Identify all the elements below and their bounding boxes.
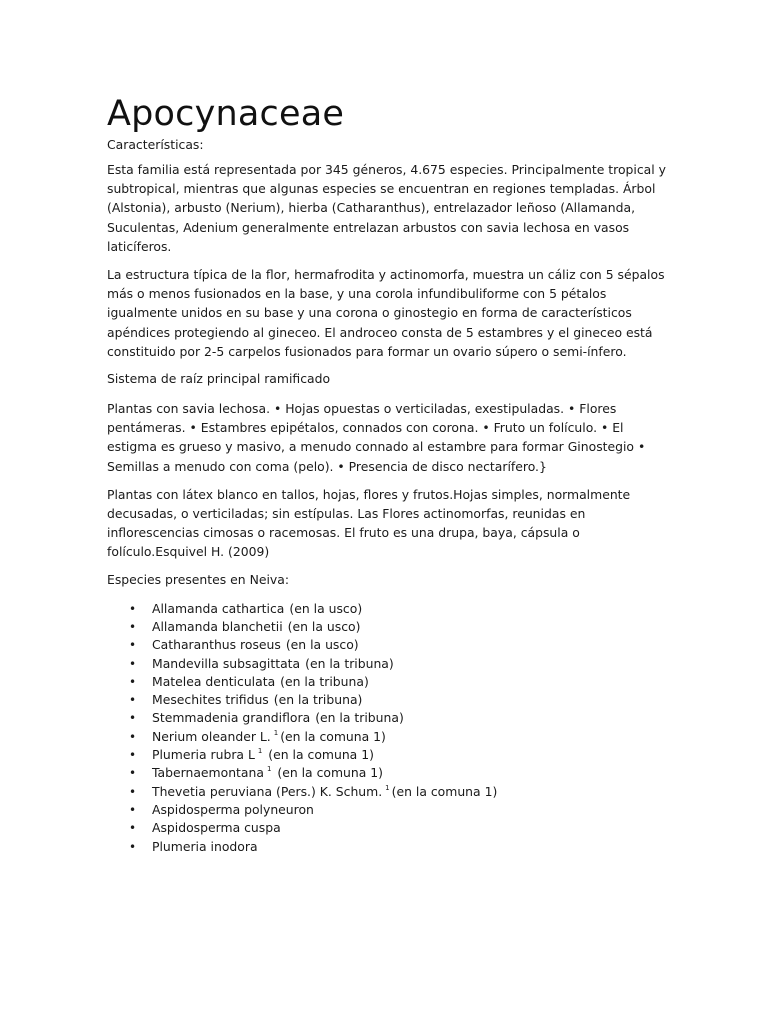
list-item (107, 838, 667, 856)
species-name: Catharanthus roseus (152, 637, 281, 653)
species-name: Plumeria rubra L (152, 747, 255, 763)
species-location: (en la comuna 1) (280, 728, 386, 744)
species-location: (en la usco) (287, 618, 361, 634)
bullet-icon: • (129, 693, 137, 708)
species-name: Thevetia peruviana (Pers.) K. Schum. (152, 783, 383, 799)
section-heading: Características: (107, 137, 204, 152)
list-item (107, 618, 667, 636)
species-location: (en la tribuna) (305, 655, 394, 671)
list-item (107, 709, 667, 727)
species-location: (en la tribuna) (315, 710, 404, 726)
list-item (107, 819, 667, 837)
species-location: (en la comuna 1) (273, 765, 384, 781)
species-name: Aspidosperma polyneuron (152, 801, 314, 817)
list-item (107, 728, 667, 746)
list-item (107, 600, 667, 618)
bullet-icon: • (129, 784, 137, 799)
list-item (107, 655, 667, 673)
footnote-marker: 1 (257, 747, 263, 756)
paragraph-species-heading: Especies presentes en Neiva: (107, 571, 290, 587)
bullet-icon: • (129, 656, 137, 671)
bullet-icon: • (129, 729, 137, 744)
bullet-icon: • (129, 748, 137, 763)
paragraph-latex-description: Plantas con látex blanco en tallos, hojas, flores y frutos.Hojas simples, normalmente decusadas, o verticiladas; sin estípulas. Las Flores actinomorfas, reunidas en inflorescencias cimosas o racemosas. El fruto es una drupa, baya, cápsula o folículo.Esquivel H. (2009) (107, 486, 631, 560)
list-item (107, 746, 667, 764)
species-name: Allamanda cathartica (152, 600, 285, 616)
footnote-marker: 1 (266, 765, 272, 774)
bullet-icon: • (129, 802, 137, 817)
species-name: Stemmadenia grandiflora (152, 710, 311, 726)
list-item (107, 801, 667, 819)
species-name: Mesechites trifidus (152, 692, 269, 708)
bullet-icon: • (129, 638, 137, 653)
species-location: (en la usco) (289, 600, 363, 616)
bullet-icon: • (129, 766, 137, 781)
species-list (107, 600, 667, 856)
list-item (107, 673, 667, 691)
list-item (107, 691, 667, 709)
species-name: Allamanda blanchetii (152, 618, 283, 634)
bullet-icon: • (129, 674, 137, 689)
species-name: Matelea denticulata (152, 673, 276, 689)
species-name: Mandevilla subsagittata (152, 655, 301, 671)
bullet-icon: • (129, 839, 137, 854)
species-name: Tabernaemontana (152, 765, 264, 781)
species-location: (en la comuna 1) (391, 783, 498, 799)
species-name: Nerium oleander L. (152, 728, 271, 744)
paragraph-root-system: Sistema de raíz principal ramificado (107, 371, 331, 387)
species-location: (en la usco) (285, 637, 359, 653)
species-location: (en la tribuna) (280, 673, 369, 689)
species-name: Aspidosperma cuspa (152, 820, 281, 836)
bullet-icon: • (129, 619, 137, 634)
list-item (107, 783, 667, 801)
paragraph-plant-traits: Plantas con savia lechosa. • Hojas opuestas o verticiladas, exestipuladas. • Flores pentámeras. • Estambres epipétalos, connados con corona. • Fruto un folículo. • El estigma es grueso y masivo, a menudo connado al estambre para formar Ginostegio • Semillas a menudo con coma (pelo). • Presencia de disco nectarífero.} (107, 401, 646, 474)
footnote-marker: 1 (385, 783, 390, 792)
species-location: (en la tribuna) (273, 692, 363, 708)
document-title: Apocynaceae (107, 94, 345, 134)
list-item (107, 764, 667, 782)
paragraph-flower-structure: La estructura típica de la flor, hermafrodita y actinomorfa, muestra un cáliz con 5 sépalos más o menos fusionados en la base, y una corola infundibuliforme con 5 pétalos igualmente unidos en su base y una corona o ginostegio en forma de característicos apéndices protegiendo al gineceo. El androceo consta de 5 estambres y el gineceo está constituido por 2-5 carpelos fusionados para formar un ovario súpero o semi-ínfero. (107, 267, 665, 359)
document-body (107, 92, 667, 856)
bullet-icon: • (129, 821, 137, 836)
species-name: Plumeria inodora (152, 838, 258, 854)
footnote-marker: 1 (273, 728, 279, 737)
bullet-icon: • (129, 601, 137, 616)
bullet-icon: • (129, 711, 137, 726)
species-location: (en la comuna 1) (264, 747, 374, 763)
paragraph-family-description: Esta familia está representada por 345 géneros, 4.675 especies. Principalmente tropical y subtropical, mientras que algunas especies se encuentran en regiones templadas. Árbol (Alstonia), arbusto (Nerium), hierba (Catharanthus), entrelazador leñoso (Allamanda, Suculentas, Adenium generalmente entrelazan arbustos con savia lechosa en vasos laticíferos. (107, 162, 666, 254)
list-item (107, 636, 667, 654)
